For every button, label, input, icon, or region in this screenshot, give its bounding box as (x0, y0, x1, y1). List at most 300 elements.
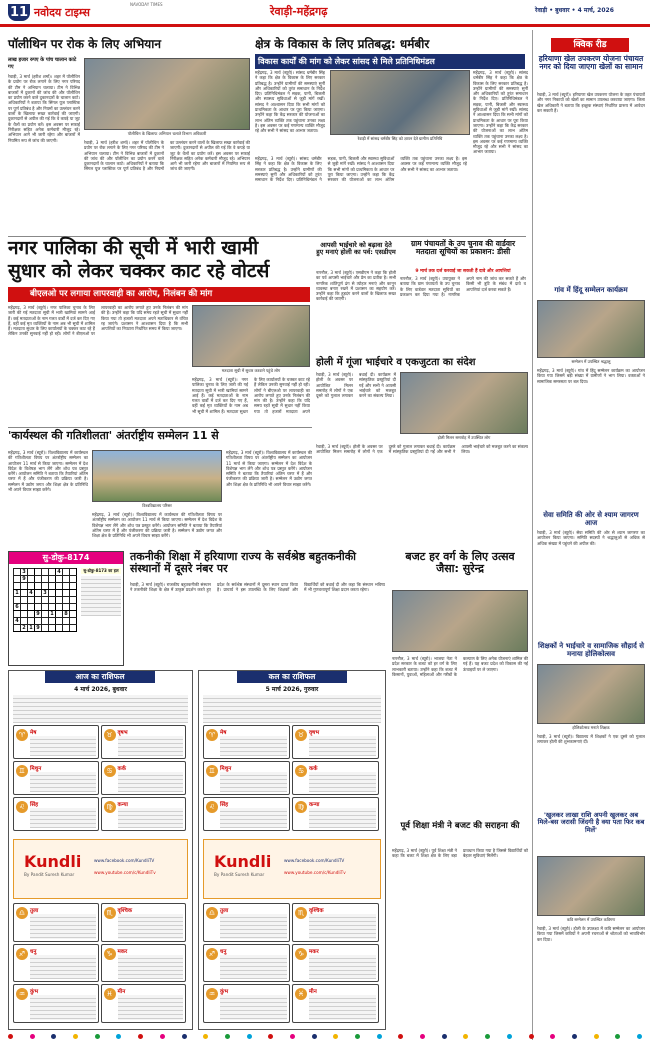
story4-body: नारनौल, 3 मार्च (ब्यूरो)। उपायुक्त ने बताया कि ग्राम पंचायतों के उप चुनाव के लिए वार्डवार मतदाता सूचियों का प्रकाशन कर दिया गया है। नागरिक अपने नाम की जांच कर सकते हैं और किसी भी त्रुटि के संबंध में दावे व आपत्तियां दर्ज करवा सकते हैं। (400, 276, 526, 297)
story2-caption: रेवाड़ी में सांसद धर्मबीर सिंह को ज्ञापन देते ग्रामीण प्रतिनिधि (357, 136, 443, 141)
story6-caption: विश्वविद्यालय परिसर (142, 503, 172, 508)
rashi-sign-name: धनु (220, 948, 227, 955)
sudoku-cell (49, 625, 56, 632)
kundli-logo-sub: By Pandit Suresh Kumar (24, 872, 75, 877)
sudoku-cell (70, 604, 77, 611)
sudoku-grid (13, 568, 77, 632)
sudoku-cell (35, 597, 42, 604)
sudoku-cell (56, 590, 63, 597)
story8-body: नारनौल, 3 मार्च (ब्यूरो)। भाजपा नेता ने प्रदेश सरकार के बजट को हर वर्ग के लिए लाभकारी बताया। उन्होंने कहा कि बजट में किसानों, युवाओं, महिलाओं और गरीबों के कल्याण के लिए अनेक योजनाएं शामिल की गई हैं। यह बजट प्रदेश को विकास की नई ऊंचाइयों पर ले जाएगा। (392, 656, 528, 677)
sudoku-cell (42, 625, 49, 632)
sudoku-cell (63, 583, 70, 590)
rashi-sign-name: मकर (117, 948, 128, 955)
zodiac-icon: ♏ (295, 907, 307, 919)
masthead (0, 0, 650, 30)
rashi-sign-text (220, 955, 287, 980)
sudoku-row (14, 625, 77, 632)
sudoku-cell: 3 (43, 590, 47, 596)
page-number: 11 (9, 5, 29, 20)
rashi-sign-name: कुंभ (30, 989, 39, 996)
zodiac-icon: ♓ (295, 988, 307, 1000)
sudoku-cell (56, 618, 63, 625)
rashi-sign-name: मीन (117, 989, 126, 996)
story2-body-right: महेंद्रगढ़, 3 मार्च (ब्यूरो)। सांसद धर्मबीर सिंह ने कहा कि क्षेत्र के विकास के लिए सरकार प्रतिबद्ध है। उन्होंने ग्रामीणों की समस्याएं सुनीं और अधिकारियों को तुरंत समाधान के निर्देश दिए। प्रतिनिधिमंडल ने सड़क, पानी, बिजली और स्वास्थ्य सुविधाओं से जुड़ी मांगें रखीं। सांसद ने आश्वासन दिया कि सभी मांगों को प्राथमिकता के आधार पर पूरा किया जाएगा। उन्होंने कहा कि केंद्र सरकार की योजनाओं का लाभ अंतिम व्यक्ति तक पहुंचाना उनका लक्ष्य है। इस अवसर पर कई गणमान्य व्यक्ति मौजूद रहे और सभी ने सांसद का आभार जताया। (473, 70, 528, 155)
footer-dot (73, 1034, 78, 1039)
story7-body: रेवाड़ी, 3 मार्च (ब्यूरो)। राजकीय बहुतकनीकी संस्थान ने तकनीकी शिक्षा के क्षेत्र में उत्कृष्ट प्रदर्शन करते हुए प्रदेश के सर्वश्रेष्ठ संस्थानों में दूसरा स्थान प्राप्त किया है। प्राचार्य ने इस उपलब्धि के लिए शिक्षकों और विद्यार्थियों को बधाई दी और कहा कि संस्थान भविष्य में भी गुणवत्तापूर्ण शिक्षा प्रदान करता रहेगा। (130, 582, 385, 593)
sudoku-cell (56, 583, 63, 590)
sudoku-cell (49, 569, 56, 576)
sudoku-cell (35, 569, 42, 576)
footer-dot (529, 1034, 534, 1039)
rashi-sign-name: मिथुन (220, 766, 232, 772)
sudoku-cell (35, 618, 42, 625)
rashi-sign-name: कन्या (309, 802, 320, 808)
footer-dot (355, 1034, 360, 1039)
zodiac-icon: ♑ (104, 948, 116, 960)
rashi-sign-text (118, 736, 184, 756)
story5-caption: होली मिलन समारोह में उपस्थित लोग (437, 435, 491, 440)
zodiac-icon: ♋ (295, 765, 307, 777)
rashifal-tomorrow-signs-top (203, 725, 381, 835)
rashi-sign-box (13, 761, 99, 795)
sudoku-cell (63, 625, 70, 632)
zodiac-icon: ♊ (16, 765, 28, 777)
sudoku-cell (35, 590, 42, 597)
footer-dot (615, 1034, 620, 1039)
zodiac-icon: ♐ (206, 948, 218, 960)
sudoku-cell (14, 625, 21, 632)
footer-dot (8, 1034, 13, 1039)
quickread-caption4: होलिकोत्सव मनाते शिक्षक (572, 725, 610, 730)
rashifal-tomorrow-date: 5 मार्च 2026, गुरुवार (265, 686, 319, 693)
rashifal-today-signs-bottom (13, 903, 188, 1027)
rashi-sign-name: मीन (309, 989, 317, 996)
sudoku-cell (70, 611, 77, 618)
story2-headline: क्षेत्र के विकास के लिए प्रतिबद्ध: धर्मबीर (255, 37, 430, 51)
rashi-sign-box (203, 725, 290, 759)
sudoku-cell (14, 569, 21, 576)
masthead-rule (0, 24, 650, 27)
story6-body-mid: महेंद्रगढ़, 3 मार्च (ब्यूरो)। विश्वविद्यालय में कार्यस्थल की गतिशीलता विषय पर अंतर्राष्ट्रीय सम्मेलन का आयोजन 11 मार्च से किया जाएगा। सम्मेलन में देश विदेश के विशेषज्ञ भाग लेंगे और शोध पत्र प्रस्तुत करेंगे। आयोजन समिति ने बताया कि तैयारियां अंतिम चरण में हैं और पंजीकरण की प्रक्रिया जारी है। सम्मेलन में उद्योग जगत और शिक्षा क्षेत्र के प्रतिनिधि भी अपने विचार साझा करेंगे। (92, 512, 222, 539)
sudoku-cell (49, 576, 56, 583)
story1-body: रेवाड़ी, 3 मार्च (हरीश शर्मा)। शहर में पॉलीथिन के प्रयोग पर रोक लगाने के लिए नगर परिषद की टीम ने अभियान चलाया। टीम ने विभिन्न बाजारों में दुकानों की जांच की और पॉलीथिन का प्रयोग करने वाले दुकानदारों के चालान काटे। अधिकारियों ने बताया कि सिंगल यूज प्लास्टिक पर पूर्ण प्रतिबंध है और नियमों का उल्लंघन करने वालों के खिलाफ सख्त कार्रवाई की जाएगी। दुकानदारों से अपील की गई कि वे कपड़े या जूट के थैलों का प्रयोग करें। इस अवसर पर सफाई निरीक्षक सहित अनेक कर्मचारी मौजूद रहे। अभियान आगे भी जारी रहेगा और बाजारों में नियमित रूप से जांच की जाएगी। (8, 74, 80, 143)
sudoku-row (14, 576, 77, 583)
story9-headline: पूर्व शिक्षा मंत्री ने बजट की सराहना की (400, 821, 520, 831)
footer-dot (51, 1034, 56, 1039)
sudoku-cell: 1 (29, 625, 33, 631)
quickread-body2: महेंद्रगढ़, 3 मार्च (ब्यूरो)। गांव में हिंदू सम्मेलन कार्यक्रम का आयोजन किया गया जिसमें बड़ी संख्या में ग्रामीणों ने भाग लिया। वक्ताओं ने सामाजिक समरसता पर बल दिया। (537, 368, 645, 384)
rashi-sign-text (309, 955, 376, 980)
rashi-sign-box (101, 797, 187, 831)
rashi-sign-text (30, 736, 96, 756)
sudoku-row (14, 604, 77, 611)
sudoku-cell: 8 (64, 611, 68, 617)
footer-dot (268, 1034, 273, 1039)
rashi-sign-name: कन्या (117, 802, 128, 808)
rashi-sign-box (13, 944, 99, 983)
rashi-sign-box (101, 903, 187, 942)
story5-body-bottom: रेवाड़ी, 3 मार्च (ब्यूरो)। होली के अवसर पर आयोजित मिलन समारोह में लोगों ने एक दूसरे को गुलाल लगाकर बधाई दी। कार्यक्रम में सांस्कृतिक प्रस्तुतियां दी गईं और सभी ने आपसी भाईचारे को मजबूत करने का संकल्प लिया। (316, 444, 528, 455)
sudoku-cell (70, 618, 77, 625)
sudoku-cell (21, 597, 28, 604)
rashi-sign-name: कर्क (309, 766, 318, 772)
story2-body: महेंद्रगढ़, 3 मार्च (ब्यूरो)। सांसद धर्मबीर सिंह ने कहा कि क्षेत्र के विकास के लिए सरकार प्रतिबद्ध है। उन्होंने ग्रामीणों की समस्याएं सुनीं और अधिकारियों को तुरंत समाधान के निर्देश दिए। प्रतिनिधिमंडल ने सड़क, पानी, बिजली और स्वास्थ्य सुविधाओं से जुड़ी मांगें रखीं। सांसद ने आश्वासन दिया कि सभी मांगों को प्राथमिकता के आधार पर पूरा किया जाएगा। उन्होंने कहा कि केंद्र सरकार की योजनाओं का लाभ अंतिम व्यक्ति तक पहुंचाना उनका लक्ष्य है। इस अवसर पर कई गणमान्य व्यक्ति मौजूद रहे और सभी ने सांसद का आभार जताया। (255, 70, 325, 134)
sudoku-cell (49, 590, 56, 597)
rashi-sign-box (292, 761, 379, 795)
lead-photo (192, 305, 310, 367)
sudoku-cell: 4 (15, 618, 19, 624)
sudoku-cell (35, 576, 42, 583)
rashifal-today-date: 4 मार्च 2026, बुधवार (74, 686, 127, 693)
footer-dot (290, 1034, 295, 1039)
facebook-link[interactable]: www.facebook.com/KundliTV (94, 858, 155, 863)
zodiac-icon: ♒ (206, 988, 218, 1000)
footer-dot (138, 1034, 143, 1039)
sudoku-solution-label: सु-डोकु-8173 का हल (81, 568, 121, 574)
footer-dot (312, 1034, 317, 1039)
rashi-sign-box (13, 797, 99, 831)
zodiac-icon: ♌ (206, 801, 218, 813)
sudoku-cell (70, 597, 77, 604)
sudoku-cell (21, 604, 28, 611)
sudoku-cell (70, 625, 77, 632)
story8-photo (392, 590, 528, 652)
rashi-sign-box (203, 797, 290, 831)
footer-dot (485, 1034, 490, 1039)
story1-body-cont: रेवाड़ी, 3 मार्च (हरीश शर्मा)। शहर में पॉलीथिन के प्रयोग पर रोक लगाने के लिए नगर परिषद की टीम ने अभियान चलाया। टीम ने विभिन्न बाजारों में दुकानों की जांच की और पॉलीथिन का प्रयोग करने वाले दुकानदारों के चालान काटे। अधिकारियों ने बताया कि सिंगल यूज प्लास्टिक पर पूर्ण प्रतिबंध है और नियमों का उल्लंघन करने वालों के खिलाफ सख्त कार्रवाई की जाएगी। दुकानदारों से अपील की गई कि वे कपड़े या जूट के थैलों का प्रयोग करें। इस अवसर पर सफाई निरीक्षक सहित अनेक कर्मचारी मौजूद रहे। अभियान आगे भी जारी रहेगा और बाजारों में नियमित रूप से जांच की जाएगी। (84, 140, 250, 172)
rashifal-today-title: आज का राशिफल (45, 671, 155, 683)
sudoku-cell: 1 (50, 611, 54, 617)
story4-headline: ग्राम पंचायतों के उप चुनाव की वार्डवार मतदाता सूचियों का प्रकाशन: डीसी (410, 239, 516, 257)
sudoku-cell (63, 569, 70, 576)
rashi-sign-box (101, 944, 187, 983)
sudoku-cell (14, 597, 21, 604)
rashi-sign-box (13, 984, 99, 1023)
sudoku-cell (70, 576, 77, 583)
sudoku-cell (42, 583, 49, 590)
rashifal-tomorrow (198, 670, 386, 1030)
rashi-sign-text (118, 995, 184, 1020)
sudoku-cell (56, 625, 63, 632)
sudoku-cell (49, 604, 56, 611)
date-line: रेवाड़ी • बुधवार • 4 मार्च, 2026 (535, 7, 614, 14)
sudoku-cell (14, 583, 21, 590)
zodiac-icon: ♊ (206, 765, 218, 777)
sudoku-cell (42, 604, 49, 611)
sudoku-cell (28, 597, 35, 604)
rashi-sign-box (292, 984, 379, 1023)
story5-headline: होली में गूंजा भाईचारे व एकजुटता का संदेश (316, 357, 476, 368)
rashifal-today-promo (13, 839, 188, 899)
rashi-sign-text (309, 914, 376, 939)
sudoku-cell (28, 583, 35, 590)
sudoku-cell (14, 611, 21, 618)
footer-color-dots (0, 1034, 650, 1040)
rashi-sign-name: मेष (220, 730, 227, 736)
sudoku-cell (35, 583, 42, 590)
rashi-sign-box (203, 944, 290, 983)
footer-dot (30, 1034, 35, 1039)
story2-sub: विकास कार्यों की मांग को लेकर सांसद से मिले प्रतिनिधिमंडल (255, 54, 525, 69)
story2-body-bottom: महेंद्रगढ़, 3 मार्च (ब्यूरो)। सांसद धर्मबीर सिंह ने कहा कि क्षेत्र के विकास के लिए सरकार प्रतिबद्ध है। उन्होंने ग्रामीणों की समस्याएं सुनीं और अधिकारियों को तुरंत समाधान के निर्देश दिए। प्रतिनिधिमंडल ने सड़क, पानी, बिजली और स्वास्थ्य सुविधाओं से जुड़ी मांगें रखीं। सांसद ने आश्वासन दिया कि सभी मांगों को प्राथमिकता के आधार पर पूरा किया जाएगा। उन्होंने कहा कि केंद्र सरकार की योजनाओं का लाभ अंतिम व्यक्ति तक पहुंचाना उनका लक्ष्य है। इस अवसर पर कई गणमान्य व्यक्ति मौजूद रहे और सभी ने सांसद का आभार जताया। (255, 156, 467, 183)
sudoku-cell: 9 (36, 611, 40, 617)
footer-dot (572, 1034, 577, 1039)
rashifal-tomorrow-promo (203, 839, 381, 899)
rashi-sign-box (292, 944, 379, 983)
quickread-headline3: सेवा समिति की ओर से श्याम जागरण आज (543, 511, 639, 527)
sudoku-cell (42, 611, 49, 618)
rashi-sign-box (203, 984, 290, 1023)
sudoku-cell (28, 618, 35, 625)
rashi-sign-name: तुला (30, 908, 39, 914)
zodiac-icon: ♋ (104, 765, 116, 777)
rashi-sign-box (101, 761, 187, 795)
paper-sub: NAVODAY TIMES (130, 2, 163, 7)
rashi-sign-text (220, 772, 287, 792)
sudoku-cell (70, 569, 77, 576)
rashi-sign-name: वृषभ (117, 730, 128, 736)
footer-dot (95, 1034, 100, 1039)
quickread-headline1: हरियाणा खेल उपकरण योजना पंचायत नगर को दिया जाएगा खेलों का सामान (538, 54, 644, 72)
story6-photo (92, 450, 222, 502)
sudoku-cell (21, 618, 28, 625)
sudoku-row (14, 618, 77, 625)
facebook-link[interactable]: www.facebook.com/KundliTV (284, 858, 345, 863)
zodiac-icon: ♎ (16, 907, 28, 919)
sudoku-cell (70, 590, 77, 597)
footer-dot (247, 1034, 252, 1039)
story5-body: रेवाड़ी, 3 मार्च (ब्यूरो)। होली के अवसर पर आयोजित मिलन समारोह में लोगों ने एक दूसरे को गुलाल लगाकर बधाई दी। कार्यक्रम में सांस्कृतिक प्रस्तुतियां दी गईं और सभी ने आपसी भाईचारे को मजबूत करने का संकल्प लिया। (316, 372, 396, 399)
story3-body: नारनौल, 3 मार्च (ब्यूरो)। एसडीएम ने कहा कि होली का पर्व आपसी भाईचारे और प्रेम का प्रतीक है। सभी नागरिक शांतिपूर्ण ढंग से त्योहार मनाएं और कानून व्यवस्था बनाए रखने में प्रशासन का सहयोग करें। उन्होंने कहा कि हुड़दंग करने वालों के खिलाफ सख्त कार्रवाई की जाएगी। (316, 270, 396, 302)
rashi-sign-text (309, 808, 376, 828)
rashi-sign-box (203, 903, 290, 942)
youtube-link[interactable]: www.youtube.com/c/KundliTv (94, 870, 156, 875)
rashi-sign-name: वृश्चिक (309, 908, 324, 914)
rashi-sign-text (118, 955, 184, 980)
sudoku-cell: 9 (36, 625, 40, 631)
lead-body-left: महेंद्रगढ़, 3 मार्च (ब्यूरो)। नगर पालिका चुनाव के लिए जारी की गई मतदाता सूची में भारी खामियां सामने आई हैं। कई मतदाताओं के नाम गलत वार्डों में दर्ज कर दिए गए हैं, वहीं कई मृत व्यक्तियों के नाम अब भी सूची में शामिल हैं। मतदाता सुधार के लिए कार्यालयों के चक्कर काट रहे हैं लेकिन उनकी सुनवाई नहीं हो रही। लोगों ने बीएलओ पर लापरवाही का आरोप लगाते हुए उनके निलंबन की मांग की है। उन्होंने कहा कि यदि समय रहते सूची में सुधार नहीं किया गया तो हजारों मतदाता अपने मताधिकार से वंचित रह जाएंगे। प्रशासन ने आश्वासन दिया है कि सभी आपत्तियों का निपटारा निर्धारित समय में किया जाएगा। (8, 305, 188, 337)
quickread-caption5: कवि सम्मेलन में उपस्थित कविगण (566, 917, 616, 922)
sudoku-cell: 9 (22, 576, 26, 582)
zodiac-icon: ♍ (295, 801, 307, 813)
rashifal-today-panchang (13, 695, 188, 723)
sudoku-cell (56, 611, 63, 618)
sudoku-cell: 6 (15, 604, 19, 610)
story9-body: महेंद्रगढ़, 3 मार्च (ब्यूरो)। पूर्व शिक्षा मंत्री ने कहा कि बजट में शिक्षा क्षेत्र के लिए बड़ा प्रावधान किया गया है जिससे विद्यार्थियों को बेहतर सुविधाएं मिलेंगी। (392, 848, 528, 859)
story4-kicker: 9 मार्च तक दर्ज करवाई जा सकती हैं दावे और आपत्तियां (415, 269, 511, 274)
footer-dot (203, 1034, 208, 1039)
footer-dot (420, 1034, 425, 1039)
zodiac-icon: ♌ (16, 801, 28, 813)
rashi-sign-text (220, 995, 287, 1020)
rashi-sign-text (118, 914, 184, 939)
rashi-sign-name: कुंभ (220, 989, 229, 996)
rashi-sign-text (220, 736, 287, 756)
quickread-photo2 (537, 300, 645, 358)
kundli-logo: Kundli (214, 852, 272, 871)
sudoku-cell: 4 (57, 569, 61, 575)
story6-headline: 'कार्यस्थल की गतिशीलता' अंतर्राष्ट्रीय सम्मेलन 11 से (8, 429, 219, 442)
sudoku-cell (49, 583, 56, 590)
sudoku-cell (28, 611, 35, 618)
footer-dot (550, 1034, 555, 1039)
rashi-sign-text (220, 808, 287, 828)
footer-dot (225, 1034, 230, 1039)
story8-headline: बजट हर वर्ग के लिए उत्सव जैसा: सुरेन्द्र (405, 550, 515, 576)
rashifal-today-signs-top (13, 725, 188, 835)
rashi-sign-text (118, 808, 184, 828)
story1-caption: पॉलीथिन के खिलाफ अभियान चलाते विभाग अधिकारी (127, 131, 207, 136)
sudoku-row (14, 597, 77, 604)
rashi-sign-box (101, 984, 187, 1023)
zodiac-icon: ♍ (104, 801, 116, 813)
kundli-logo-sub: By Pandit Suresh Kumar (214, 872, 265, 877)
rashi-sign-text (30, 914, 96, 939)
story6-body-right: महेंद्रगढ़, 3 मार्च (ब्यूरो)। विश्वविद्यालय में कार्यस्थल की गतिशीलता विषय पर अंतर्राष्ट्रीय सम्मेलन का आयोजन 11 मार्च से किया जाएगा। सम्मेलन में देश विदेश के विशेषज्ञ भाग लेंगे और शोध पत्र प्रस्तुत करेंगे। आयोजन समिति ने बताया कि तैयारियां अंतिम चरण में हैं और पंजीकरण की प्रक्रिया जारी है। सम्मेलन में उद्योग जगत और शिक्षा क्षेत्र के प्रतिनिधि भी अपने विचार साझा करेंगे। (226, 450, 312, 487)
zodiac-icon: ♈ (16, 729, 28, 741)
youtube-link[interactable]: www.youtube.com/c/KundliTv (284, 870, 346, 875)
sudoku-cell (63, 618, 70, 625)
story1-headline: पॉलीथिन पर रोक के लिए अभियान (8, 37, 161, 51)
sudoku-cell (63, 590, 70, 597)
quickread-headline5: 'खुलकर लाखा राशि अपनी खुलकर अब मिले-बस जरासी जिंदगी है क्या पता फिर कब मिलें' (537, 811, 645, 834)
sudoku-cell (28, 576, 35, 583)
quickread-body4: रेवाड़ी, 3 मार्च (ब्यूरो)। विद्यालय में शिक्षकों ने एक दूसरे को गुलाल लगाकर होली की शुभकामनाएं दीं। (537, 734, 645, 745)
lead-headline-1: नगर पालिका की सूची में भारी खामी (8, 237, 259, 259)
rashi-sign-box (203, 761, 290, 795)
rashi-sign-name: वृश्चिक (117, 908, 133, 914)
sudoku-cell: 2 (22, 625, 26, 631)
sudoku-cell (63, 604, 70, 611)
rashi-sign-name: मेष (30, 730, 37, 736)
rashi-sign-name: मकर (309, 948, 319, 955)
sudoku-cell (21, 583, 28, 590)
sudoku-rules (81, 576, 121, 616)
story6-body-left: महेंद्रगढ़, 3 मार्च (ब्यूरो)। विश्वविद्यालय में कार्यस्थल की गतिशीलता विषय पर अंतर्राष्ट्रीय सम्मेलन का आयोजन 11 मार्च से किया जाएगा। सम्मेलन में देश विदेश के विशेषज्ञ भाग लेंगे और शोध पत्र प्रस्तुत करेंगे। आयोजन समिति ने बताया कि तैयारियां अंतिम चरण में हैं और पंजीकरण की प्रक्रिया जारी है। सम्मेलन में उद्योग जगत और शिक्षा क्षेत्र के प्रतिनिधि भी अपने विचार साझा करेंगे। (8, 450, 88, 493)
zodiac-icon: ♓ (104, 988, 116, 1000)
sudoku-cell (42, 576, 49, 583)
footer-dot (442, 1034, 447, 1039)
story1-kicker: लाख हजार रुपए के पांच चालान काटे गए (8, 57, 77, 70)
sudoku-cell (56, 604, 63, 611)
story3-headline: आपसी भाईचारे को बढ़ावा देते हुए मनाएं होली का पर्व: एसडीएम (316, 241, 396, 257)
rashi-sign-name: सिंह (30, 802, 39, 808)
rashi-sign-box (292, 903, 379, 942)
rashi-sign-text (309, 772, 376, 792)
quickread-photo4 (537, 664, 645, 724)
rashi-sign-box (292, 797, 379, 831)
sudoku-cell (56, 576, 63, 583)
quickread-headline2: गांव में हिंदू सम्मेलन कार्यक्रम (554, 286, 628, 294)
footer-dot (637, 1034, 642, 1039)
sudoku-cell: 4 (29, 590, 33, 596)
rashi-sign-name: धनु (30, 948, 37, 955)
story7-headline: तकनीकी शिक्षा में हरियाणा राज्य के सर्वश्रेष्ठ बहुतकनीकी संस्थानों में दूसरे नंबर पर (130, 550, 357, 576)
quickread-column (532, 30, 647, 1040)
sudoku-cell (42, 569, 49, 576)
rashifal-tomorrow-panchang (203, 695, 381, 723)
sudoku-cell (42, 597, 49, 604)
sudoku-cell (28, 604, 35, 611)
quickread-headline4: शिक्षकों ने भाईचारे व सामाजिक सौहार्द से मनाया होलिकोत्सव (538, 642, 644, 658)
sudoku-cell (42, 618, 49, 625)
zodiac-icon: ♉ (104, 729, 116, 741)
sudoku-panel (8, 551, 124, 666)
footer-dot (182, 1034, 187, 1039)
sudoku-cell (49, 597, 56, 604)
sudoku-row (14, 569, 77, 576)
sudoku-cell (63, 576, 70, 583)
rashi-sign-text (309, 995, 376, 1020)
rashi-sign-name: कर्क (117, 766, 126, 772)
story1-photo (84, 58, 250, 130)
sudoku-row (14, 590, 77, 597)
quickread-caption2: सम्मेलन में उपस्थित श्रद्धालु (571, 359, 611, 364)
sudoku-row (14, 583, 77, 590)
quickread-label: क्विक रीड (551, 38, 629, 52)
lead-strap: बीएलओ पर लगाया लापरवाही का आरोप, निलंबन की मांग (8, 287, 310, 302)
rashi-sign-text (309, 736, 376, 756)
zodiac-icon: ♎ (206, 907, 218, 919)
lead-headline-2: सुधार को लेकर चक्कर काट रहे वोटर्स (8, 260, 270, 282)
sudoku-cell (21, 590, 28, 597)
quickread-photo5 (537, 856, 645, 916)
rashi-sign-name: मिथुन (30, 766, 42, 772)
zodiac-icon: ♐ (16, 948, 28, 960)
rashi-sign-name: वृषभ (309, 730, 320, 736)
zodiac-icon: ♑ (295, 948, 307, 960)
footer-dot (377, 1034, 382, 1039)
footer-dot (116, 1034, 121, 1039)
rashifal-today (8, 670, 193, 1030)
footer-dot (398, 1034, 403, 1039)
rashifal-tomorrow-signs-bottom (203, 903, 381, 1027)
story5-photo (400, 372, 528, 434)
rashi-sign-text (30, 808, 96, 828)
zodiac-icon: ♏ (104, 907, 116, 919)
rashi-sign-box (13, 725, 99, 759)
paper-name: नवोदय टाइम्स (34, 6, 90, 19)
lead-body-right: महेंद्रगढ़, 3 मार्च (ब्यूरो)। नगर पालिका चुनाव के लिए जारी की गई मतदाता सूची में भारी खामियां सामने आई हैं। कई मतदाताओं के नाम गलत वार्डों में दर्ज कर दिए गए हैं, वहीं कई मृत व्यक्तियों के नाम अब भी सूची में शामिल हैं। मतदाता सुधार के लिए कार्यालयों के चक्कर काट रहे हैं लेकिन उनकी सुनवाई नहीं हो रही। लोगों ने बीएलओ पर लापरवाही का आरोप लगाते हुए उनके निलंबन की मांग की है। उन्होंने कहा कि यदि समय रहते सूची में सुधार नहीं किया गया तो हजारों मतदाता अपने (192, 377, 310, 414)
footer-dot (333, 1034, 338, 1039)
footer-dot (594, 1034, 599, 1039)
rashi-sign-text (118, 772, 184, 792)
sudoku-cell (14, 576, 21, 583)
rashi-sign-text (220, 914, 287, 939)
sudoku-cell: 1 (15, 590, 19, 596)
sudoku-cell (56, 597, 63, 604)
rashi-sign-box (101, 725, 187, 759)
sudoku-title: सु-डोकु-8174 (9, 552, 123, 564)
sudoku-cell (35, 604, 42, 611)
sudoku-cell (70, 583, 77, 590)
rashi-sign-name: तुला (220, 908, 229, 914)
rashi-sign-name: सिंह (220, 802, 229, 808)
footer-dot (160, 1034, 165, 1039)
quickread-body1: रेवाड़ी, 3 मार्च (ब्यूरो)। हरियाणा खेल उपकरण योजना के तहत पंचायतों और नगर निकायों को खेलों का सामान उपलब्ध करवाया जाएगा। जिला खेल अधिकारी ने बताया कि इच्छुक संस्थाएं निर्धारित प्रारूप में आवेदन कर सकती हैं। (537, 92, 645, 113)
footer-dot (463, 1034, 468, 1039)
kundli-logo: Kundli (24, 852, 82, 871)
zodiac-icon: ♈ (206, 729, 218, 741)
sudoku-cell (49, 618, 56, 625)
story2-photo (330, 70, 470, 135)
quickread-body5: रेवाड़ी, 3 मार्च (ब्यूरो)। होली के उपलक्ष्य में कवि सम्मेलन का आयोजन किया गया जिसमें कवियों ने अपनी रचनाओं से श्रोताओं को भावविभोर कर दिया। (537, 926, 645, 942)
rashi-sign-box (13, 903, 99, 942)
quickread-body3: रेवाड़ी, 3 मार्च (ब्यूरो)। सेवा समिति की ओर से श्याम जागरण का आयोजन किया जाएगा। समिति सदस्यों ने श्रद्धालुओं से अधिक से अधिक संख्या में पहुंचने की अपील की। (537, 530, 645, 546)
lead-caption: मतदाता सूची में सुधार करवाने पहुंचे लोग (221, 368, 281, 373)
sudoku-row (14, 611, 77, 618)
sudoku-cell (63, 597, 70, 604)
